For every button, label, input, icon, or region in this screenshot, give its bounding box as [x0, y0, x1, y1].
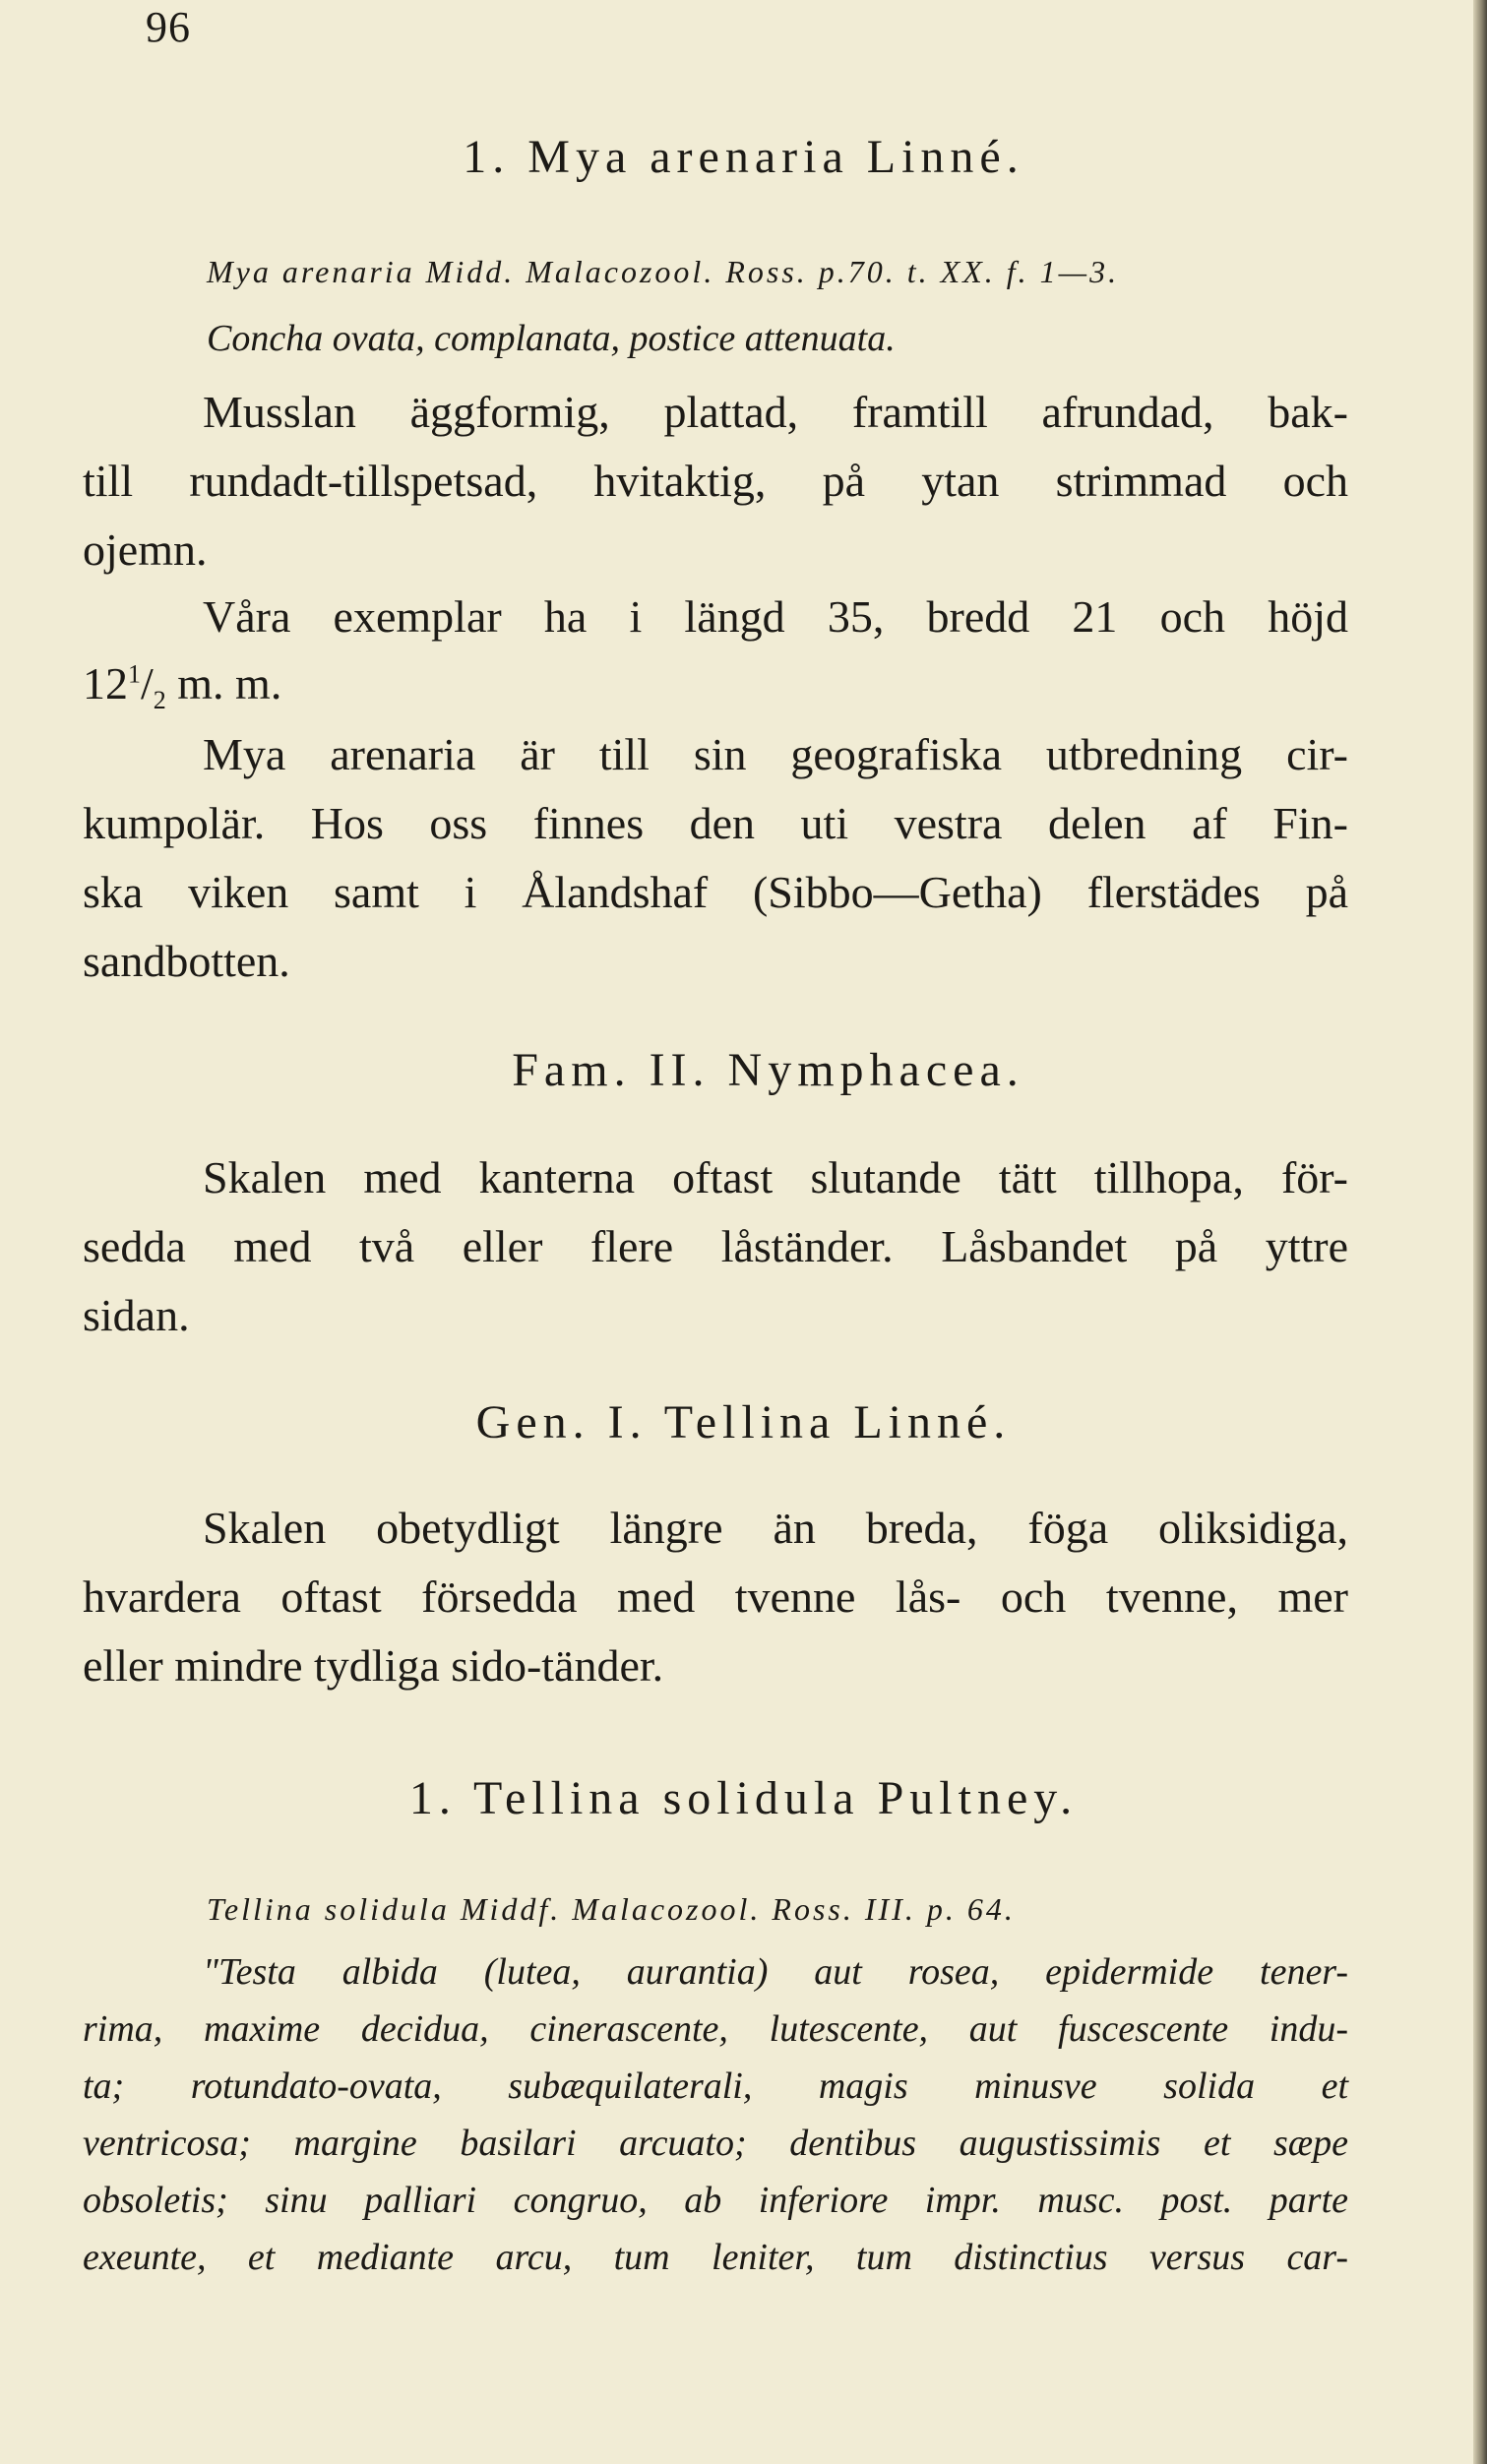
page-spine-shadow [1473, 0, 1487, 2464]
measurement-number: 12 [83, 658, 128, 708]
diagnosis-mya: Concha ovata, complanata, postice attenuata. [207, 318, 896, 359]
latin-line: ta; rotundato-ovata, subæquilaterali, magis minusve solida et [83, 2065, 1348, 2107]
latin-line: ventricosa; margine basilari arcuato; dentibus augustissimis et sæpe [83, 2123, 1348, 2164]
latin-line: obsoletis; sinu palliari congruo, ab inferiore impr. musc. post. parte [83, 2180, 1348, 2221]
measurement-line [83, 657, 1348, 715]
paragraph-line: kumpolär. Hos oss finnes den uti vestra delen af Fin- [83, 798, 1348, 848]
paragraph-line: sedda med två eller flere låständer. Låsbandet på yttre [83, 1221, 1348, 1271]
paragraph-line: Våra exemplar ha i längd 35, bredd 21 och höjd [203, 591, 1348, 642]
page-number: 96 [146, 3, 191, 51]
paragraph-line: Skalen med kanterna oftast slutande tätt tillhopa, för- [203, 1152, 1348, 1202]
fraction: $^1/_2$ [128, 658, 166, 715]
paragraph-line: sandbotten. [83, 936, 290, 986]
latin-line: rima, maxime decidua, cinerascente, lutescente, aut fuscescente indu- [83, 2008, 1348, 2050]
paragraph-line: eller mindre tydliga sido-tänder. [83, 1640, 664, 1691]
paragraph-line: Musslan äggformig, plattad, framtill afrundad, bak- [203, 387, 1348, 437]
genus-heading: Gen. I. Tellina Linné. [475, 1396, 1012, 1448]
species-heading-tellina: 1. Tellina solidula Pultney. [408, 1772, 1079, 1824]
paragraph-line: ska viken samt i Ålandshaf (Sibbo—Getha) flerstädes på [83, 867, 1348, 917]
species-heading-mya: 1. Mya arenaria Linné. [463, 131, 1024, 183]
citation-mya: Mya arenaria Midd. Malacozool. Ross. p.70. t. XX. f. 1—3. [207, 254, 1120, 289]
paragraph-line: Mya arenaria är till sin geografiska utbredning cir- [203, 729, 1348, 779]
paragraph-line: Skalen obetydligt längre än breda, föga oliksidiga, [203, 1503, 1348, 1553]
paragraph-line: till rundadt-tillspetsad, hvitaktig, på ytan strimmad och [83, 456, 1348, 506]
paragraph-line: sidan. [83, 1290, 190, 1340]
latin-line: exeunte, et mediante arcu, tum leniter, tum distinctius versus car- [83, 2237, 1348, 2278]
paragraph-line: hvardera oftast försedda med tvenne lås- och tvenne, mer [83, 1571, 1348, 1622]
family-heading: Fam. II. Nymphacea. [512, 1044, 1024, 1096]
paragraph-line: ojemn. [83, 524, 208, 575]
measurement-unit: m. m. [165, 658, 282, 708]
latin-line: "Testa albida (lutea, aurantia) aut rosea, epidermide tener- [203, 1951, 1348, 1993]
citation-tellina: Tellina solidula Middf. Malacozool. Ross. III. p. 64. [207, 1891, 1016, 1927]
